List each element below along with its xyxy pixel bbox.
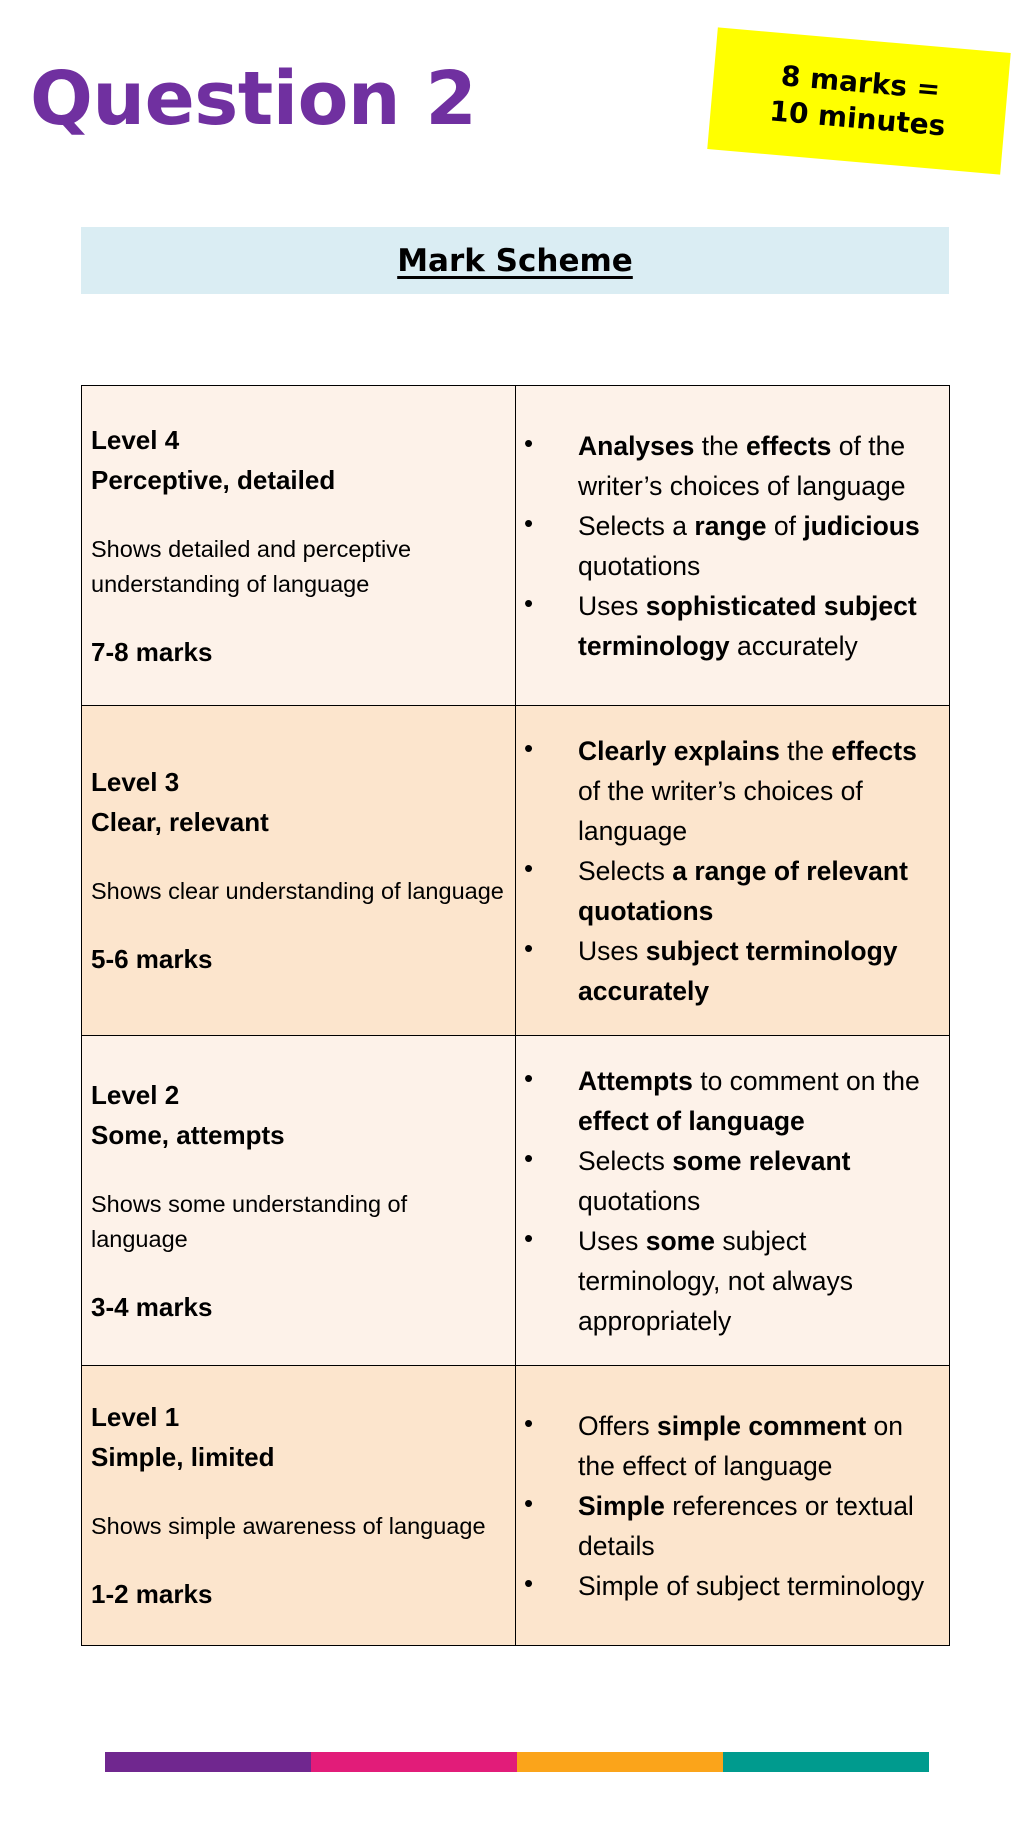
criterion-text: Clearly explains bbox=[578, 735, 780, 766]
level-name: Level 4 bbox=[91, 424, 180, 455]
criterion-text: Uses bbox=[578, 590, 646, 621]
criterion-text: of bbox=[766, 510, 804, 541]
level-info-cell bbox=[82, 706, 516, 1036]
criterion-text: effects bbox=[745, 430, 832, 461]
bullet-icon: • bbox=[524, 1062, 534, 1093]
criterion-text: references or textual details bbox=[578, 1490, 914, 1561]
level-summary: Shows some understanding of language bbox=[91, 1190, 408, 1252]
criterion-item bbox=[516, 506, 939, 586]
criterion-text: quotations bbox=[578, 1185, 701, 1216]
criterion-text: of the writer’s choices of language bbox=[578, 775, 863, 846]
criterion-item bbox=[516, 1061, 939, 1141]
page-title: Question 2 bbox=[30, 56, 477, 142]
criterion-text: subject terminology accurately bbox=[578, 935, 898, 1006]
criterion-text: to comment on the bbox=[692, 1065, 920, 1096]
level-info-cell bbox=[82, 386, 516, 706]
criterion-text: a range of relevant quotations bbox=[578, 855, 908, 926]
bullet-icon: • bbox=[524, 1222, 534, 1253]
stripe-pink bbox=[311, 1752, 517, 1772]
criterion-text: Attempts bbox=[578, 1065, 693, 1096]
criterion-text: Simple bbox=[578, 1490, 665, 1521]
criterion-item bbox=[516, 1406, 939, 1486]
criterion-text: Analyses bbox=[578, 430, 695, 461]
level-row bbox=[82, 386, 950, 706]
bullet-icon: • bbox=[524, 1407, 534, 1438]
level-row bbox=[82, 1366, 950, 1646]
criterion-text: sophisticated subject terminology bbox=[578, 590, 917, 661]
level-info-cell bbox=[82, 1036, 516, 1366]
criterion-text: subject terminology, not always appropriately bbox=[578, 1225, 853, 1336]
criterion-text: the bbox=[694, 430, 746, 461]
criterion-item bbox=[516, 1566, 939, 1606]
criteria-list bbox=[516, 731, 939, 1011]
bullet-icon: • bbox=[524, 932, 534, 963]
level-marks: 1-2 marks bbox=[91, 1579, 213, 1609]
bullet-icon: • bbox=[524, 732, 534, 763]
level-marks: 3-4 marks bbox=[91, 1291, 213, 1322]
criteria-cell bbox=[516, 386, 950, 706]
level-summary: Shows detailed and perceptive understanding of language bbox=[91, 535, 412, 597]
criterion-text: simple comment bbox=[657, 1410, 867, 1441]
criterion-item bbox=[516, 586, 939, 666]
stripe-orange bbox=[517, 1752, 723, 1772]
criterion-text: some bbox=[645, 1225, 715, 1256]
stripe-purple bbox=[105, 1752, 311, 1772]
level-descriptor: Clear, relevant bbox=[91, 807, 269, 837]
level-summary: Shows simple awareness of language bbox=[91, 1513, 486, 1539]
criterion-text: accurately bbox=[729, 630, 858, 661]
level-name: Level 3 bbox=[91, 767, 180, 797]
criterion-text: judicious bbox=[803, 510, 920, 541]
bullet-icon: • bbox=[524, 1487, 534, 1518]
level-marks: 5-6 marks bbox=[91, 944, 213, 974]
level-descriptor: Some, attempts bbox=[91, 1119, 285, 1150]
criterion-text: effect of language bbox=[578, 1105, 805, 1136]
criterion-text: effects bbox=[831, 735, 917, 766]
level-summary: Shows clear understanding of language bbox=[91, 878, 504, 904]
stripe-teal bbox=[723, 1752, 929, 1772]
criteria-cell bbox=[516, 1036, 950, 1366]
criterion-item bbox=[516, 731, 939, 851]
level-descriptor: Perceptive, detailed bbox=[91, 464, 336, 495]
criterion-text: quotations bbox=[578, 550, 701, 581]
criterion-text: Simple of subject terminology bbox=[578, 1570, 925, 1601]
mark-scheme-table bbox=[81, 385, 950, 1646]
criteria-list bbox=[516, 1061, 939, 1341]
marks-time-sticky-note bbox=[707, 27, 1011, 174]
mark-scheme-title: Mark Scheme bbox=[397, 242, 633, 279]
mark-scheme-banner bbox=[81, 227, 949, 294]
criterion-item bbox=[516, 1221, 939, 1341]
bullet-icon: • bbox=[524, 587, 534, 618]
level-info-cell bbox=[82, 1366, 516, 1646]
criterion-text: some relevant bbox=[672, 1145, 851, 1176]
level-name: Level 2 bbox=[91, 1079, 180, 1110]
criterion-text: Uses bbox=[578, 935, 646, 966]
criteria-cell bbox=[516, 706, 950, 1036]
criterion-item bbox=[516, 1486, 939, 1566]
criterion-text: Uses bbox=[578, 1225, 646, 1256]
level-marks: 7-8 marks bbox=[91, 636, 213, 667]
level-descriptor: Simple, limited bbox=[91, 1442, 275, 1472]
bullet-icon: • bbox=[524, 507, 534, 538]
criterion-item bbox=[516, 851, 939, 931]
criterion-text: the bbox=[779, 735, 832, 766]
criterion-item bbox=[516, 931, 939, 1011]
criterion-item bbox=[516, 426, 939, 506]
criterion-text: Selects bbox=[578, 1145, 673, 1176]
criterion-text: Offers bbox=[578, 1410, 658, 1441]
marks-time-text: 8 marks = 10 minutes bbox=[768, 58, 947, 143]
criteria-cell bbox=[516, 1366, 950, 1646]
criterion-text: on the effect of language bbox=[578, 1410, 904, 1481]
bullet-icon: • bbox=[524, 427, 534, 458]
level-row bbox=[82, 1036, 950, 1366]
criterion-text: of the writer’s choices of language bbox=[578, 430, 906, 501]
criterion-text: Selects a bbox=[578, 510, 695, 541]
level-row bbox=[82, 706, 950, 1036]
criterion-text: Selects bbox=[578, 855, 673, 886]
bullet-icon: • bbox=[524, 1567, 534, 1598]
criteria-list bbox=[516, 426, 939, 666]
criteria-list bbox=[516, 1406, 939, 1606]
criterion-text: range bbox=[694, 510, 767, 541]
criterion-item bbox=[516, 1141, 939, 1221]
level-name: Level 1 bbox=[91, 1402, 180, 1432]
bullet-icon: • bbox=[524, 1142, 534, 1173]
bullet-icon: • bbox=[524, 852, 534, 883]
